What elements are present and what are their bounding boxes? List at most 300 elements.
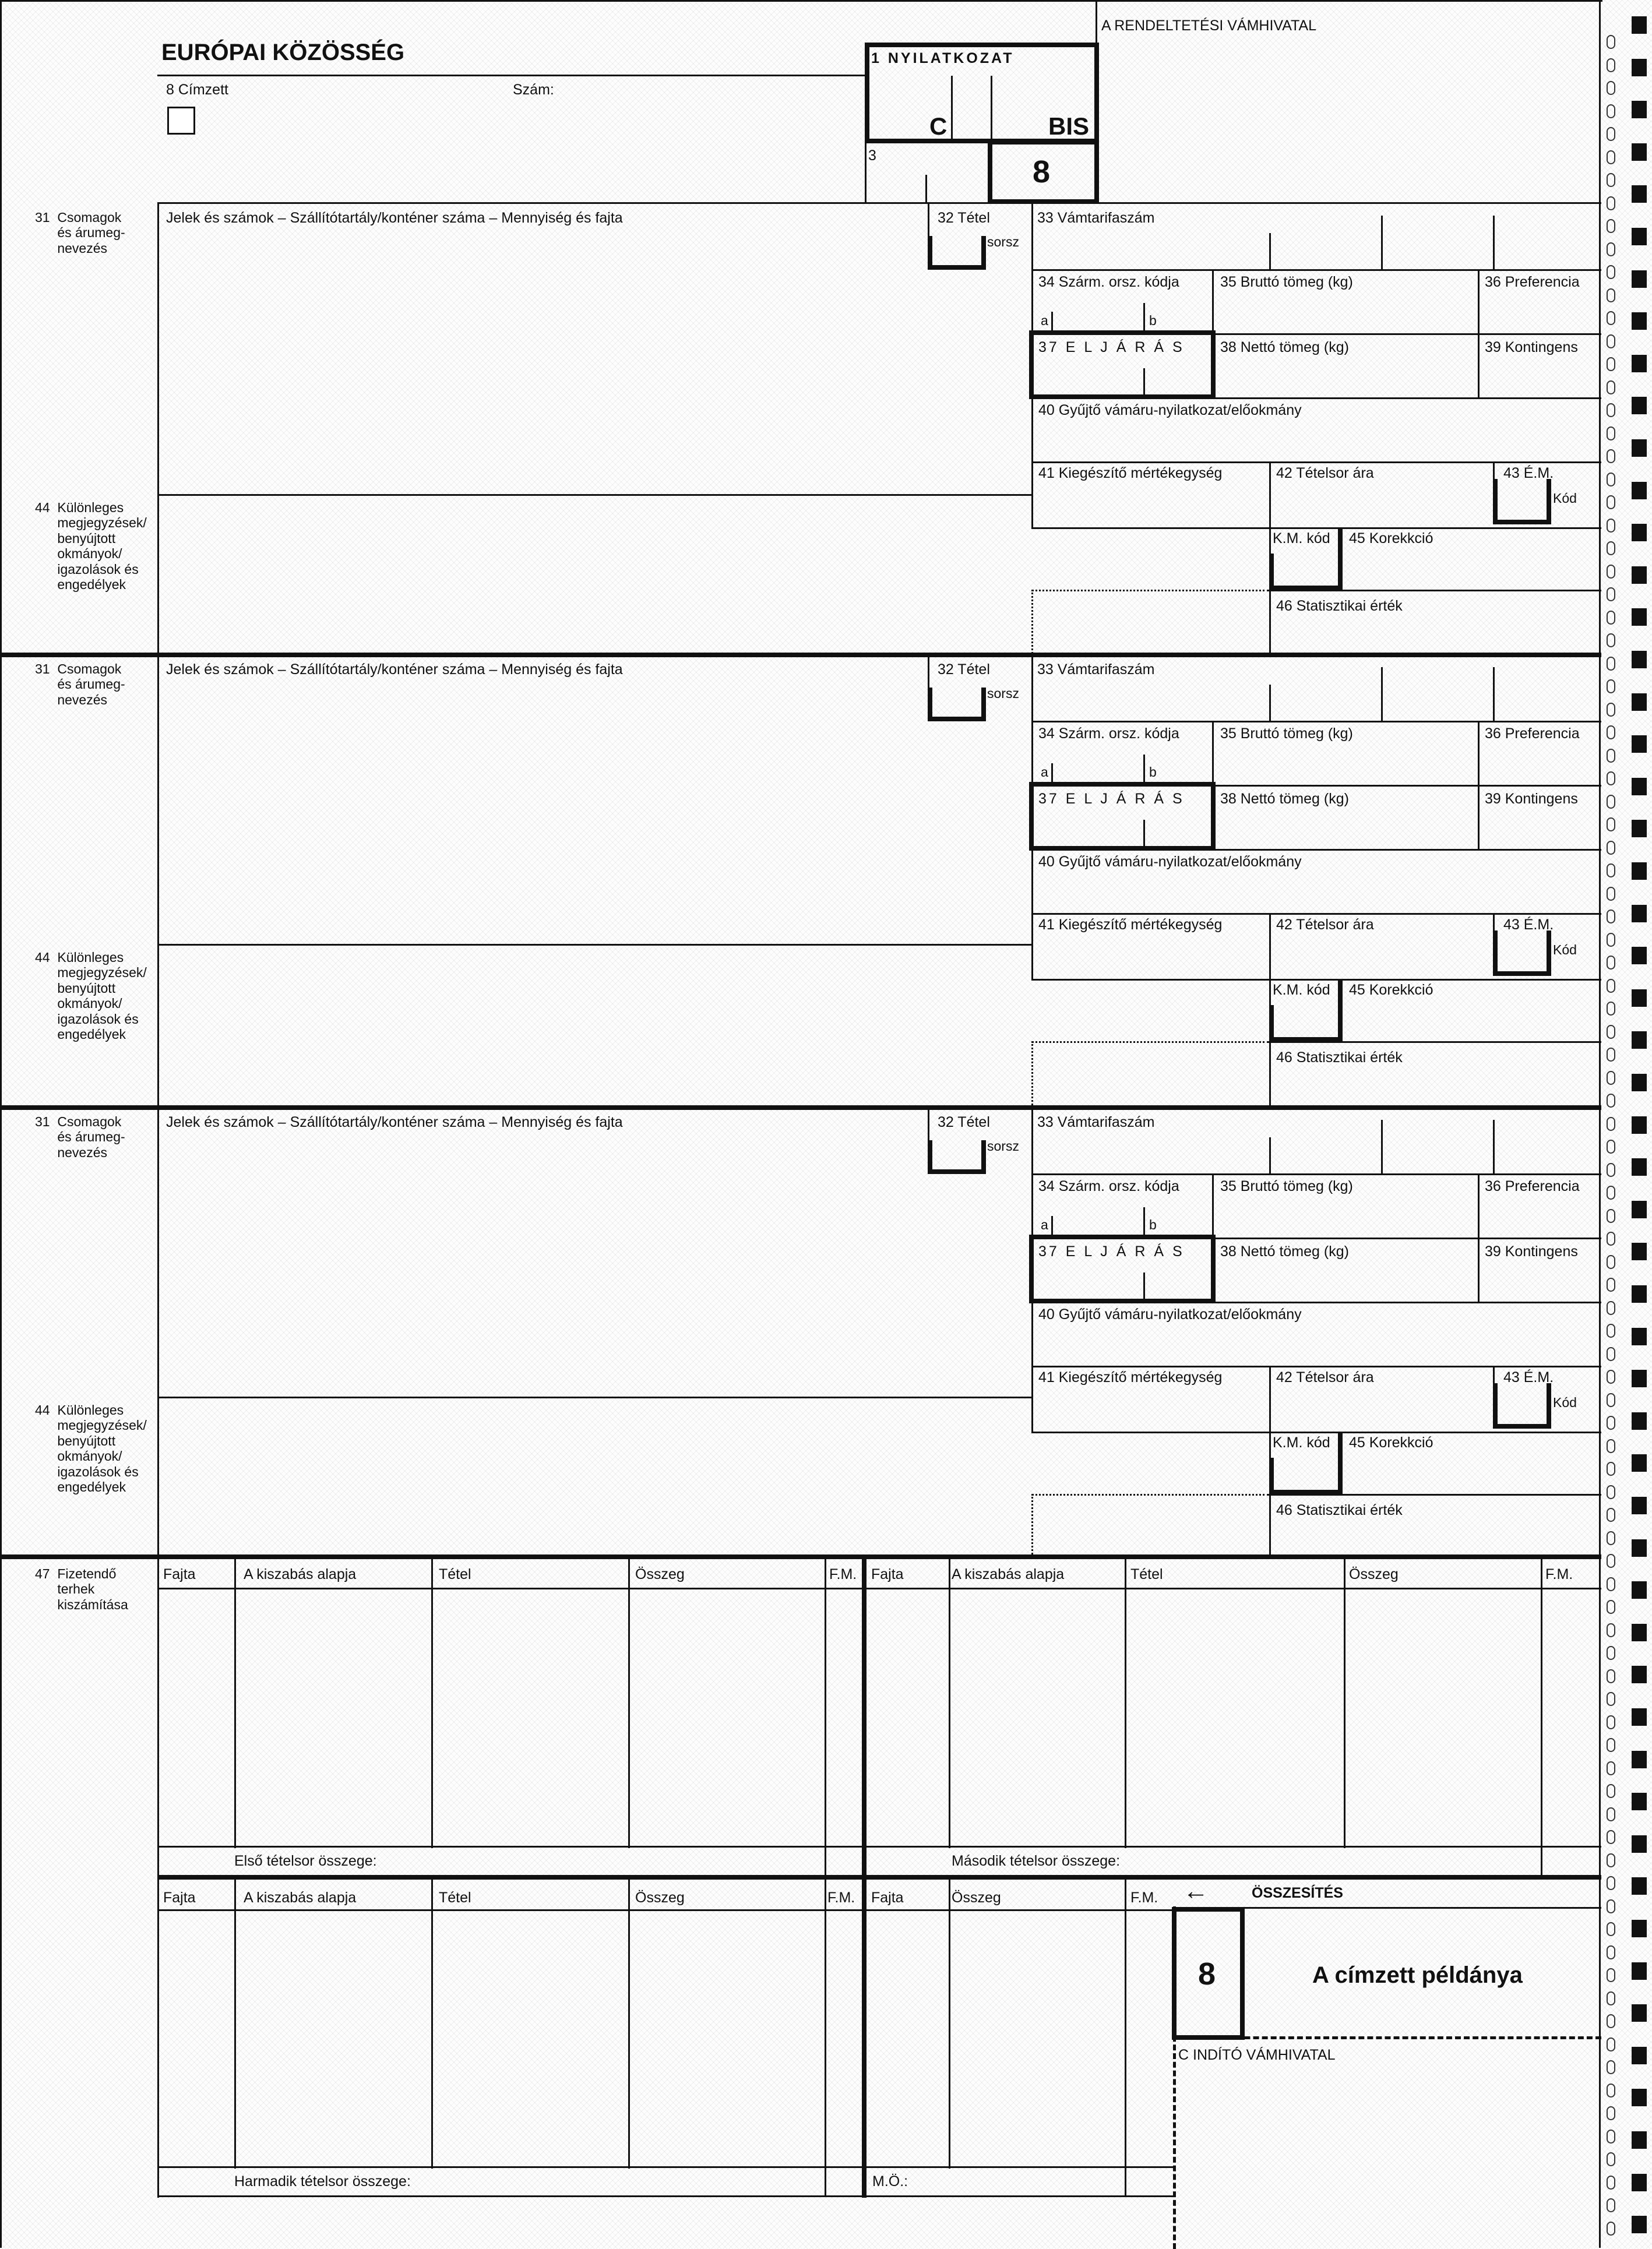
form-right-border xyxy=(1599,0,1601,2248)
feed-square xyxy=(1632,1497,1647,1514)
mo-label: M.Ö.: xyxy=(872,2173,908,2190)
item2-f37-label: 37 E L J Á R Á S xyxy=(1038,791,1185,807)
item1-row34-line xyxy=(1031,269,1601,271)
sprocket-hole xyxy=(1607,403,1615,417)
c3-alap: A kiszabás alapja xyxy=(244,1890,357,1906)
feed-square xyxy=(1632,2216,1647,2233)
sprocket-hole xyxy=(1607,1876,1615,1890)
sprocket-hole xyxy=(1607,749,1615,763)
sprocket-hole xyxy=(1607,519,1615,533)
feed-square xyxy=(1632,1962,1647,1980)
feed-square xyxy=(1632,2174,1647,2191)
item2-f33-tick3 xyxy=(1493,667,1495,721)
sprocket-hole xyxy=(1607,2014,1615,2028)
sprocket-hole xyxy=(1607,1738,1615,1752)
feed-square xyxy=(1632,1074,1647,1091)
item1-row46-dotted-v xyxy=(1031,590,1033,654)
field3-label: 3 xyxy=(868,147,876,164)
item2-f32-box-right xyxy=(981,688,986,721)
sprocket-hole xyxy=(1607,242,1615,256)
feed-square xyxy=(1632,1370,1647,1387)
sprocket-hole xyxy=(1607,910,1615,923)
sprocket-hole xyxy=(1607,817,1615,831)
community-title: EURÓPAI KÖZÖSSÉG xyxy=(161,40,405,65)
item3-row40-line xyxy=(1031,1302,1601,1303)
sprocket-hole xyxy=(1607,150,1615,164)
item3-f31-label: 31 Csomagok és árumeg- nevezés xyxy=(35,1114,125,1160)
charges-lower-header-line xyxy=(157,1909,1174,1911)
c2-div-4 xyxy=(1541,1557,1542,1876)
feed-square xyxy=(1632,59,1647,76)
item3-sorsz: sorsz xyxy=(987,1138,1019,1154)
sprocket-hole xyxy=(1607,1807,1615,1821)
item2-f34-a: a xyxy=(1041,764,1048,780)
item1-top-line xyxy=(157,202,1601,204)
item2-top-line xyxy=(0,653,1601,657)
item1-f42-label: 42 Tételsor ára xyxy=(1276,465,1374,481)
sprocket-hole xyxy=(1607,473,1615,487)
sprocket-hole xyxy=(1607,2060,1615,2074)
sprocket-hole xyxy=(1607,1692,1615,1706)
sprocket-hole xyxy=(1607,565,1615,579)
item3-f39-label: 39 Kontingens xyxy=(1485,1243,1578,1260)
sprocket-hole xyxy=(1607,173,1615,187)
item1-f39-label: 39 Kontingens xyxy=(1485,339,1578,355)
item1-f32-label: 32 Tétel xyxy=(938,210,990,226)
item1-f34-b-tick xyxy=(1143,303,1145,334)
feed-square xyxy=(1632,1454,1647,1472)
c3-div-1 xyxy=(234,1877,236,2169)
feed-square xyxy=(1632,1793,1647,1810)
item1-f36-label: 36 Preferencia xyxy=(1485,274,1580,290)
item2-km-box-right xyxy=(1338,979,1343,1042)
sprocket-hole xyxy=(1607,1485,1615,1499)
sprocket-hole xyxy=(1607,611,1615,625)
declaration-label: 1 NYILATKOZAT xyxy=(871,50,1015,66)
feed-square xyxy=(1632,185,1647,203)
sprocket-hole xyxy=(1607,1393,1615,1407)
c1-fajta: Fajta xyxy=(163,1566,196,1582)
feed-square xyxy=(1632,2089,1647,2106)
sprocket-hole xyxy=(1607,1117,1615,1131)
f47-label: 47 Fizetendő terhek kiszámítása xyxy=(35,1566,128,1612)
sprocket-hole xyxy=(1607,979,1615,993)
field8-label: 8 Címzett xyxy=(166,82,228,98)
item1-f45-label: 45 Korekkció xyxy=(1349,530,1433,547)
item3-f37-label: 37 E L J Á R Á S xyxy=(1038,1243,1185,1260)
sprocket-hole xyxy=(1607,2222,1615,2236)
sprocket-hole xyxy=(1607,771,1615,785)
feed-square xyxy=(1632,1581,1647,1599)
feed-square xyxy=(1632,820,1647,837)
feed-square xyxy=(1632,270,1647,288)
item2-f31-label: 31 Csomagok és árumeg- nevezés xyxy=(35,661,125,707)
item1-sorsz: sorsz xyxy=(987,234,1019,249)
szam-label: Szám: xyxy=(513,82,554,98)
c1-div-1 xyxy=(234,1557,236,1848)
item2-f33-label: 33 Vámtarifaszám xyxy=(1037,661,1155,678)
copy-label: A címzett példánya xyxy=(1312,1962,1523,1988)
sprocket-hole xyxy=(1607,841,1615,855)
item1-row37-line xyxy=(1212,333,1601,335)
c3-div-4 xyxy=(825,1877,826,2197)
c1-fm: F.M. xyxy=(829,1566,857,1582)
feed-square xyxy=(1632,989,1647,1007)
c1-tetel: Tétel xyxy=(439,1566,471,1582)
item2-row46-dotted-v xyxy=(1031,1041,1033,1105)
sprocket-hole xyxy=(1607,1646,1615,1660)
feed-square xyxy=(1632,566,1647,584)
sprocket-hole xyxy=(1607,1370,1615,1384)
consignee-checkbox[interactable] xyxy=(167,107,195,135)
item3-f41-label: 41 Kiegészítő mértékegység xyxy=(1038,1369,1223,1386)
sprocket-hole xyxy=(1607,1991,1615,2005)
item1-f41-label: 41 Kiegészítő mértékegység xyxy=(1038,465,1223,481)
item1-f44-top xyxy=(157,494,1033,496)
sprocket-hole xyxy=(1607,863,1615,877)
sprocket-hole xyxy=(1607,1669,1615,1683)
item3-row45-line xyxy=(1031,1432,1601,1433)
charges-mid-line xyxy=(157,1875,1601,1880)
sprocket-hole xyxy=(1607,127,1615,141)
item3-f38-label: 38 Nettó tömeg (kg) xyxy=(1220,1243,1349,1260)
feed-square xyxy=(1632,1920,1647,1937)
declaration-c: C xyxy=(929,112,947,140)
sprocket-hole xyxy=(1607,380,1615,394)
sprocket-hole xyxy=(1607,2106,1615,2120)
feed-square xyxy=(1632,1877,1647,1895)
item3-f33-label: 33 Vámtarifaszám xyxy=(1037,1114,1155,1130)
item1-row45-line xyxy=(1031,527,1601,529)
c1-alap: A kiszabás alapja xyxy=(244,1566,357,1582)
item1-f37-tick xyxy=(1143,368,1145,397)
summary-arrow: ← xyxy=(1183,1877,1209,1905)
sprocket-hole xyxy=(1607,426,1615,440)
item2-sorsz: sorsz xyxy=(987,686,1019,701)
sprocket-hole xyxy=(1607,104,1615,118)
sprocket-hole xyxy=(1607,1554,1615,1568)
item3-f44-label: 44 Különleges megjegyzések/ benyújtott okmányok/ igazolások és engedélyek xyxy=(35,1402,147,1495)
item3-row46-dotted-v xyxy=(1031,1494,1033,1558)
sprocket-hole xyxy=(1607,887,1615,901)
item3-kmkod-label: K.M. kód xyxy=(1273,1434,1330,1451)
item3-f33-tick3 xyxy=(1493,1120,1495,1173)
feed-square xyxy=(1632,1031,1647,1049)
sprocket-hole xyxy=(1607,1301,1615,1315)
sprocket-hole xyxy=(1607,1784,1615,1798)
item2-row46-dotted xyxy=(1031,1041,1269,1043)
c4-fajta: Fajta xyxy=(871,1890,904,1906)
sprocket-hole xyxy=(1607,657,1615,671)
feed-square xyxy=(1632,1666,1647,1683)
sprocket-hole xyxy=(1607,1623,1615,1637)
item3-row46-line xyxy=(1269,1494,1601,1496)
item3-f32-box-bottom xyxy=(928,1169,986,1174)
sprocket-hole xyxy=(1607,2176,1615,2190)
item2-f37-tick xyxy=(1143,820,1145,849)
feed-square xyxy=(1632,1243,1647,1260)
item1-f40-label: 40 Gyűjtő vámáru-nyilatkozat/előokmány xyxy=(1038,402,1302,418)
feed-square xyxy=(1632,1708,1647,1726)
sprocket-hole xyxy=(1607,35,1615,49)
second-total-label: Második tételsor összege: xyxy=(952,1853,1121,1869)
item3-f46-label: 46 Statisztikai érték xyxy=(1276,1502,1403,1518)
item2-f41-label: 41 Kiegészítő mértékegység xyxy=(1038,916,1223,933)
c1-div-4 xyxy=(825,1557,826,1876)
footer-dashed-mid xyxy=(1174,2036,1601,2039)
sprocket-hole xyxy=(1607,1899,1615,1913)
sprocket-hole xyxy=(1607,196,1615,210)
item3-f33-tick1 xyxy=(1269,1137,1271,1173)
sprocket-hole xyxy=(1607,2038,1615,2051)
c2-osszeg: Összeg xyxy=(1349,1566,1399,1582)
feed-square xyxy=(1632,2004,1647,2022)
item3-f43-box-right xyxy=(1547,1383,1551,1429)
sprocket-hole xyxy=(1607,58,1615,72)
feed-square xyxy=(1632,862,1647,880)
sprocket-hole xyxy=(1607,1531,1615,1545)
item1-f32-box-right xyxy=(981,236,986,270)
sprocket-hole xyxy=(1607,1439,1615,1453)
sprocket-hole xyxy=(1607,1002,1615,1016)
item2-f43-box-left xyxy=(1493,930,1498,976)
item2-row46-line xyxy=(1269,1041,1601,1043)
sprocket-hole xyxy=(1607,1715,1615,1729)
sprocket-hole xyxy=(1607,1577,1615,1591)
feed-square xyxy=(1632,1158,1647,1176)
item1-km-box-left xyxy=(1269,554,1274,590)
item2-row45-line xyxy=(1031,979,1601,981)
feed-square xyxy=(1632,608,1647,626)
item3-f43-label: 43 É.M. xyxy=(1503,1369,1554,1386)
feed-square xyxy=(1632,1201,1647,1218)
item2-row41-line xyxy=(1031,913,1601,915)
item3-f34-b: b xyxy=(1149,1217,1157,1232)
feed-square xyxy=(1632,524,1647,541)
copy-number-bottom: 8 xyxy=(1198,1957,1216,1991)
feed-square xyxy=(1632,1751,1647,1768)
c2-fm: F.M. xyxy=(1545,1566,1573,1582)
feed-square xyxy=(1632,397,1647,414)
sprocket-hole xyxy=(1607,541,1615,555)
item1-f43-box-left xyxy=(1493,479,1498,524)
field3-div xyxy=(925,175,927,203)
item2-f44-top xyxy=(157,944,1033,946)
item1-f44-label: 44 Különleges megjegyzések/ benyújtott okmányok/ igazolások és engedélyek xyxy=(35,500,147,593)
item2-f35-label: 35 Bruttó tömeg (kg) xyxy=(1220,725,1353,742)
sprocket-hole xyxy=(1607,311,1615,325)
item1-f32-box-bottom xyxy=(928,265,986,270)
sprocket-hole xyxy=(1607,288,1615,302)
item3-f42-label: 42 Tételsor ára xyxy=(1276,1369,1374,1386)
item2-row34-line xyxy=(1031,721,1601,722)
item2-f43-box-bottom xyxy=(1493,971,1551,976)
feed-square xyxy=(1632,1539,1647,1557)
sprocket-hole xyxy=(1607,495,1615,509)
sprocket-hole xyxy=(1607,219,1615,233)
declaration-bis: BIS xyxy=(1048,112,1090,140)
item2-kmkod-label: K.M. kód xyxy=(1273,982,1330,998)
sprocket-hole xyxy=(1607,1071,1615,1085)
sprocket-hole xyxy=(1607,357,1615,371)
sprocket-hole xyxy=(1607,1232,1615,1246)
c4-fm: F.M. xyxy=(1130,1890,1158,1906)
item3-f44-top xyxy=(157,1397,1033,1398)
item3-f34-label: 34 Szárm. orsz. kódja xyxy=(1038,1178,1179,1194)
item2-f33-tick2 xyxy=(1381,667,1383,721)
feed-square xyxy=(1632,482,1647,499)
item3-kod: Kód xyxy=(1553,1395,1577,1410)
item1-f33-tick2 xyxy=(1381,216,1383,269)
sprocket-hole xyxy=(1607,1462,1615,1476)
item1-f34-label: 34 Szárm. orsz. kódja xyxy=(1038,274,1179,290)
third-totals-line xyxy=(157,2166,1174,2168)
feed-square xyxy=(1632,1412,1647,1430)
item3-label-divider xyxy=(157,1107,159,1559)
item2-f34-b: b xyxy=(1149,764,1157,780)
sprocket-hole xyxy=(1607,2152,1615,2166)
first-total-label: Első tételsor összege: xyxy=(234,1853,377,1869)
item2-km-box-left xyxy=(1269,1005,1274,1042)
sprocket-hole xyxy=(1607,81,1615,95)
item3-row37-line xyxy=(1212,1238,1601,1239)
item2-label-divider xyxy=(157,654,159,1106)
item3-f34-b-tick xyxy=(1143,1207,1145,1238)
sprocket-hole xyxy=(1607,633,1615,647)
feed-square xyxy=(1632,1116,1647,1134)
item1-f31-label: 31 Csomagok és árumeg- nevezés xyxy=(35,210,125,256)
decl-div-1 xyxy=(951,76,953,140)
charges-bottom-line xyxy=(157,2195,1174,2197)
fieldC-label: C INDÍTÓ VÁMHIVATAL xyxy=(1178,2047,1336,2063)
c1-osszeg: Összeg xyxy=(635,1566,685,1582)
item2-row40-line xyxy=(1031,849,1601,851)
sprocket-hole xyxy=(1607,265,1615,279)
feed-square xyxy=(1632,312,1647,330)
header-row-line xyxy=(157,75,865,76)
item1-f33-label: 33 Vámtarifaszám xyxy=(1037,210,1155,226)
item1-marks-label: Jelek és számok – Szállítótartály/konténer száma – Mennyiség és fajta xyxy=(166,210,623,226)
fieldA-label: A RENDELTETÉSI VÁMHIVATAL xyxy=(1101,17,1317,34)
c1-div-3 xyxy=(628,1557,630,1848)
feed-square xyxy=(1632,1328,1647,1345)
item3-f36-label: 36 Preferencia xyxy=(1485,1178,1580,1194)
item1-f38-label: 38 Nettó tömeg (kg) xyxy=(1220,339,1349,355)
sprocket-hole xyxy=(1607,1094,1615,1108)
c3-osszeg: Összeg xyxy=(635,1890,685,1906)
c3-fm: F.M. xyxy=(827,1890,855,1906)
item2-f40-label: 40 Gyűjtő vámáru-nyilatkozat/előokmány xyxy=(1038,854,1302,870)
c1-div-2 xyxy=(431,1557,433,1848)
item2-f32-label: 32 Tétel xyxy=(938,661,990,678)
item1-row46-dotted xyxy=(1031,590,1269,591)
c2-div-2 xyxy=(1125,1557,1126,1848)
sprocket-hole xyxy=(1607,1416,1615,1430)
item1-f37-label: 37 E L J Á R Á S xyxy=(1038,339,1185,355)
feed-square xyxy=(1632,905,1647,922)
item1-row46-line xyxy=(1269,590,1601,591)
sprocket-hole xyxy=(1607,795,1615,809)
sprocket-hole xyxy=(1607,933,1615,947)
sprocket-hole xyxy=(1607,1600,1615,1614)
feed-square xyxy=(1632,2131,1647,2149)
item1-kmkod-label: K.M. kód xyxy=(1273,530,1330,547)
c3-tetel: Tétel xyxy=(439,1890,471,1906)
item2-f33-tick1 xyxy=(1269,685,1271,721)
sprocket-hole xyxy=(1607,725,1615,739)
feed-square xyxy=(1632,355,1647,372)
item3-f32-box-right xyxy=(981,1140,986,1174)
sprocket-hole xyxy=(1607,1347,1615,1361)
item3-f43-box-bottom xyxy=(1493,1424,1551,1429)
c2-alap: A kiszabás alapja xyxy=(952,1566,1065,1582)
sprocket-hole xyxy=(1607,1278,1615,1292)
feed-square xyxy=(1632,1624,1647,1641)
item2-f38-label: 38 Nettó tömeg (kg) xyxy=(1220,791,1349,807)
c4-osszeg: Összeg xyxy=(952,1890,1001,1906)
item2-kod: Kód xyxy=(1553,942,1577,957)
item1-f46-label: 46 Statisztikai érték xyxy=(1276,598,1403,614)
c3-div-2 xyxy=(431,1877,433,2169)
feed-square xyxy=(1632,1835,1647,1853)
item1-row40-line xyxy=(1031,397,1601,399)
item3-f33-tick2 xyxy=(1381,1120,1383,1173)
item3-row34-line xyxy=(1031,1173,1601,1175)
item3-f32-label: 32 Tétel xyxy=(938,1114,990,1130)
sprocket-hole xyxy=(1607,1048,1615,1062)
sprocket-hole xyxy=(1607,2084,1615,2098)
charges-header-line xyxy=(157,1588,1601,1589)
item1-km-box-right xyxy=(1338,527,1343,590)
feed-square xyxy=(1632,778,1647,795)
feed-square xyxy=(1632,439,1647,457)
feed-square xyxy=(1632,2047,1647,2064)
item1-f43-box-right xyxy=(1547,479,1551,524)
c2-div-1 xyxy=(949,1557,950,1848)
item3-f45-label: 45 Korekkció xyxy=(1349,1434,1433,1451)
item3-marks-label: Jelek és számok – Szállítótartály/konténer száma – Mennyiség és fajta xyxy=(166,1114,623,1130)
sprocket-hole xyxy=(1607,449,1615,463)
feed-square xyxy=(1632,143,1647,161)
item3-km-box-right xyxy=(1338,1432,1343,1494)
sprocket-hole xyxy=(1607,1853,1615,1867)
item3-row46-dotted xyxy=(1031,1494,1269,1496)
first-totals-line xyxy=(157,1846,1601,1848)
sprocket-hole xyxy=(1607,703,1615,717)
item2-row37-line xyxy=(1212,785,1601,787)
item2-f32-box-bottom xyxy=(928,717,986,721)
sprocket-hole xyxy=(1607,1025,1615,1039)
sprocket-hole xyxy=(1607,1922,1615,1936)
item1-f35-label: 35 Bruttó tömeg (kg) xyxy=(1220,274,1353,290)
c3-div-3 xyxy=(628,1877,630,2169)
sprocket-hole xyxy=(1607,1761,1615,1775)
sprocket-hole xyxy=(1607,587,1615,601)
item2-f46-label: 46 Statisztikai érték xyxy=(1276,1049,1403,1066)
feed-square xyxy=(1632,1285,1647,1303)
item3-f43-box-left xyxy=(1493,1383,1498,1429)
feed-square xyxy=(1632,735,1647,753)
item3-top-line xyxy=(0,1105,1601,1110)
item3-row41-line xyxy=(1031,1366,1601,1367)
c4-div-1 xyxy=(949,1877,950,2169)
item1-f43-box-bottom xyxy=(1493,520,1551,524)
sprocket-hole xyxy=(1607,679,1615,693)
field3-left-line xyxy=(865,140,866,203)
decl-div-2 xyxy=(991,76,992,140)
item1-f33-tick1 xyxy=(1269,233,1271,269)
item2-f34-b-tick xyxy=(1143,755,1145,785)
